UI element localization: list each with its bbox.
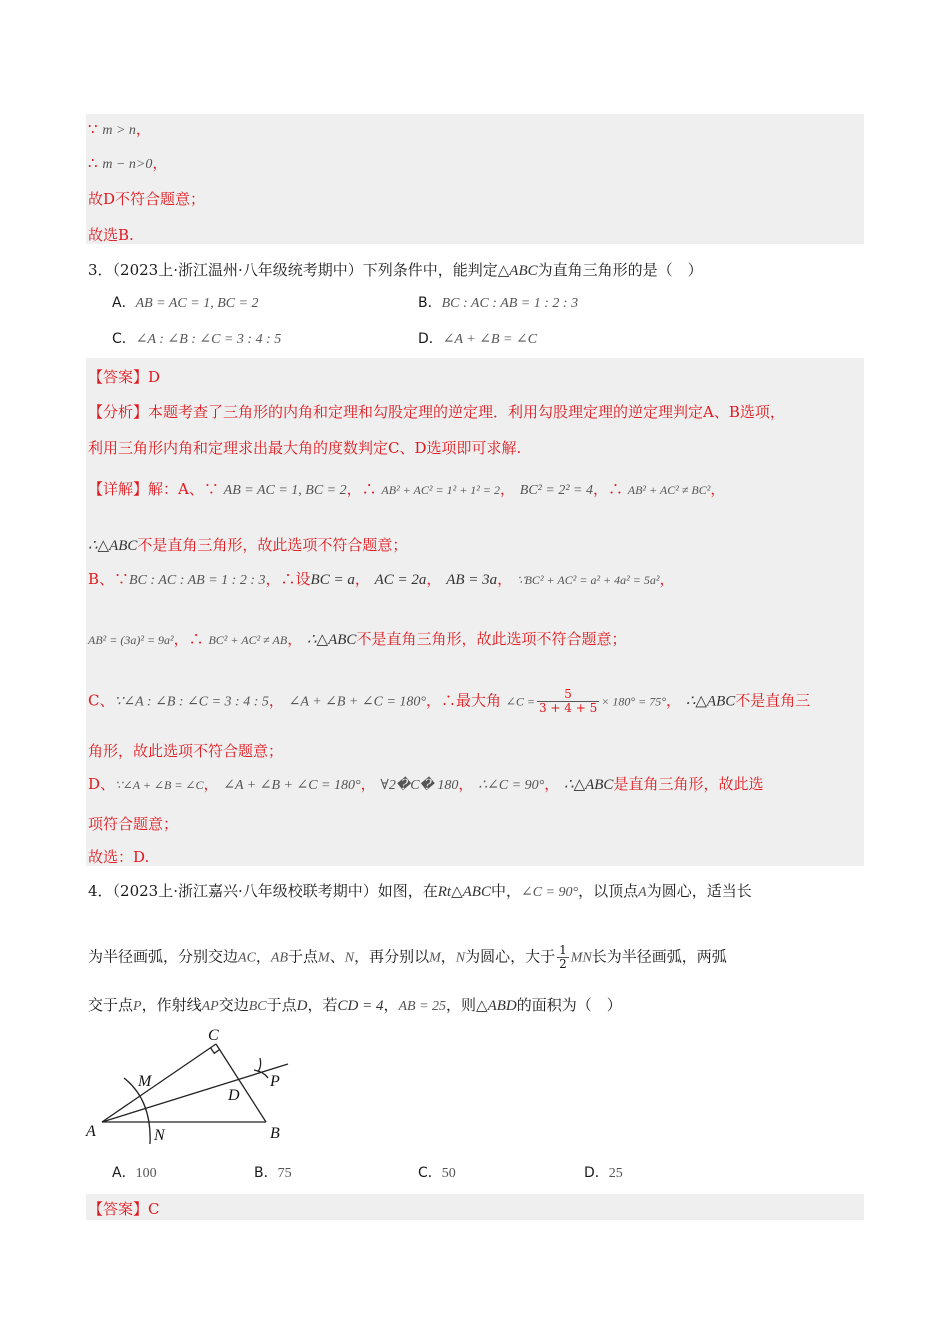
q4-option-a: A．100 bbox=[112, 1165, 157, 1181]
label-c: C bbox=[208, 1027, 219, 1044]
label-d: D bbox=[228, 1087, 240, 1104]
fraction: $\frac{5}{3 + 4 + 5}$ bbox=[538, 687, 598, 715]
analysis-line-2: 利用三角形内角和定理求出最大角的度数判定C、D选项即可求解. bbox=[88, 439, 522, 457]
prev-line-1: ∵ m > n， bbox=[88, 120, 151, 138]
answer-4-line: 【答案】C bbox=[88, 1200, 160, 1218]
label-p: P bbox=[270, 1073, 280, 1090]
detail-line-9: 故选：D. bbox=[88, 848, 150, 866]
math: m > n bbox=[102, 123, 136, 138]
arc-p bbox=[258, 1058, 261, 1072]
question-4-line-3: 交于点P，作射线AP交边BC于点D，若CD = 4，AB = 25，则△ABD的面积为（ ） bbox=[88, 996, 622, 1014]
detail-line-5: C、∵∠A : ∠B : ∠C = 3 : 4 : 5， ∠A + ∠B + ∠C = 180°，∴最大角 ∠C = $\frac{5}{3 + 4 + 5}$ × 180° = 75°， ∴△ABC不是直角三 bbox=[88, 687, 811, 715]
fraction: $\frac{1}{2}$ bbox=[559, 943, 567, 971]
label-m: M bbox=[138, 1073, 152, 1090]
analysis-line-1: 【分析】本题考查了三角形的内角和定理和勾股定理的逆定理．利用勾股理定理的逆定理判定A、B选项， bbox=[88, 403, 785, 421]
side-ac bbox=[102, 1044, 216, 1122]
q4-option-b: B．75 bbox=[254, 1165, 292, 1181]
triangle-figure bbox=[80, 1022, 310, 1152]
q3-option-b: B．BC : AC : AB = 1 : 2 : 3 bbox=[418, 295, 579, 311]
detail-line-2: ∴△ABC不是直角三角形，故此选项不符合题意； bbox=[88, 536, 408, 554]
detail-line-8: 项符合题意； bbox=[88, 815, 179, 833]
q4-option-d: D．25 bbox=[584, 1165, 623, 1181]
detail-line-7: D、∵∠A + ∠B = ∠C， ∠A + ∠B + ∠C = 180°， ∀2�C� 180， ∴∠C = 90°， ∴△ABC是直角三角形，故此选 bbox=[88, 775, 764, 793]
prev-line-4: 故选B. bbox=[88, 226, 134, 244]
question-3-stem: 3．（2023上·浙江温州·八年级统考期中）下列条件中，能判定△ABC为直角三角形的是（ ） bbox=[88, 261, 703, 279]
side-cb bbox=[216, 1044, 266, 1122]
prev-line-2: ∴ m − n>0， bbox=[88, 154, 168, 172]
q3-option-d: D．∠A + ∠B = ∠C bbox=[418, 331, 538, 347]
prev-solution-block bbox=[86, 114, 864, 244]
q4-option-c: C．50 bbox=[418, 1165, 456, 1181]
detail-line-6: 角形，故此选项不符合题意； bbox=[88, 742, 284, 760]
detail-line-4: AB² = (3a)² = 9a²，∴ BC² + AC² ≠ AB， ∴△ABC不是直角三角形，故此选项不符合题意； bbox=[88, 630, 627, 648]
question-4-line-2: 为半径画弧，分别交边AC，AB于点M、N，再分别以M，N为圆心，大于 $\frac{1}{2}$ MN长为半径画弧，两弧 bbox=[88, 943, 727, 971]
detail-line-3: B、∵BC : AC : AB = 1 : 2 : 3，∴设BC = a， AC = 2a， AB = 3a， ∵BC² + AC² = a² + 4a² = 5a²， bbox=[88, 570, 675, 588]
question-4-line-1: 4．（2023上·浙江嘉兴·八年级校联考期中）如图，在Rt△ABC中，∠C = 90°，以顶点A为圆心，适当长 bbox=[88, 882, 752, 900]
label-a: A bbox=[86, 1123, 96, 1140]
q3-option-c: C．∠A : ∠B : ∠C = 3 : 4 : 5 bbox=[112, 331, 282, 347]
answer-4-block bbox=[86, 1194, 864, 1220]
label-n: N bbox=[154, 1127, 165, 1144]
prev-line-3: 故D不符合题意； bbox=[88, 190, 206, 208]
q3-option-a: A．AB = AC = 1, BC = 2 bbox=[112, 295, 259, 311]
math: m − n>0 bbox=[102, 157, 153, 172]
answer-3-line: 【答案】D bbox=[88, 368, 161, 386]
detail-line-1: 【详解】解：A、∵ AB = AC = 1, BC = 2，∴ AB² + AC² = 1² + 1² = 2， BC² = 2² = 4，∴ AB² + AC² ≠ BC²， bbox=[88, 480, 726, 498]
label-b: B bbox=[270, 1125, 280, 1142]
